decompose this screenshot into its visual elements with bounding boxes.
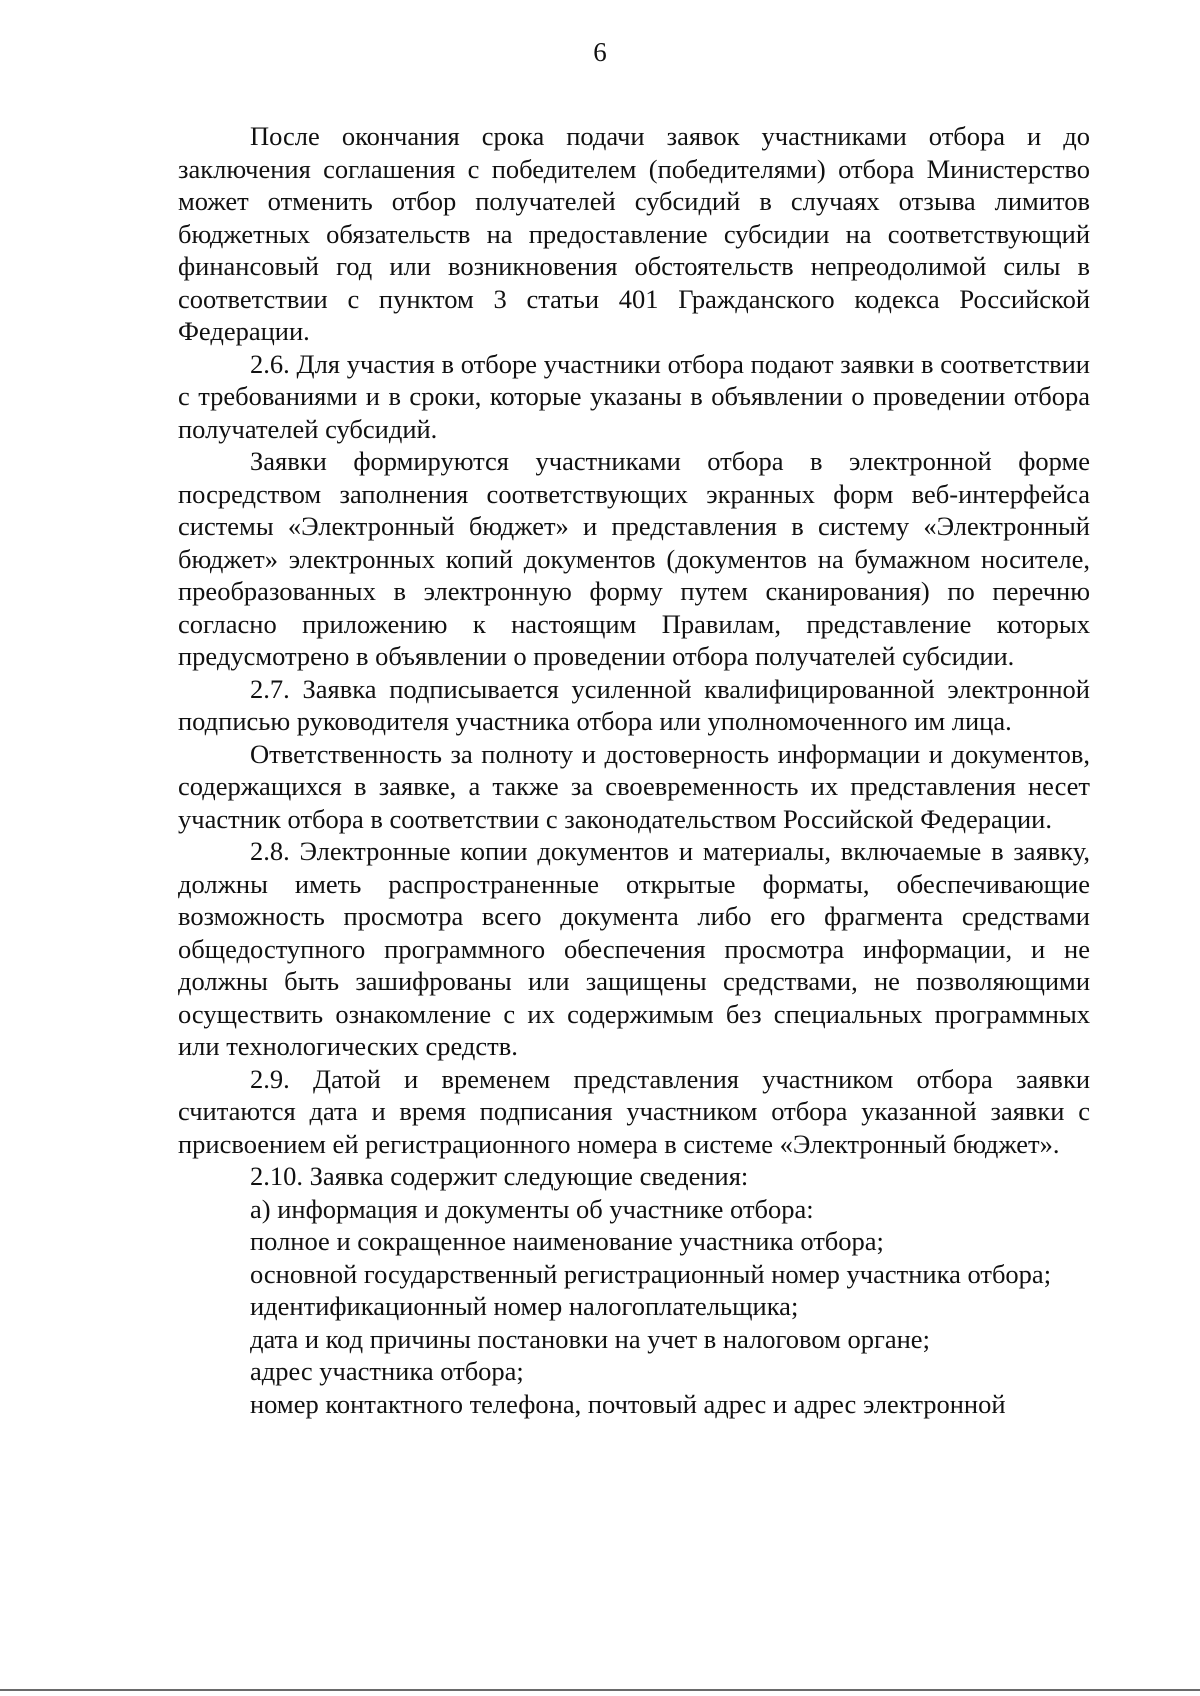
list-item-address: адрес участника отбора; bbox=[250, 1356, 524, 1386]
document-body bbox=[178, 120, 1090, 1420]
list-item-a: а) информация и документы об участнике отбора: bbox=[250, 1193, 814, 1224]
paragraph-2-10: 2.10. Заявка содержит следующие сведения: bbox=[250, 1161, 749, 1191]
list-item-name: полное и сокращенное наименование участника отбора; bbox=[250, 1226, 884, 1256]
paragraph-2-7: 2.7. Заявка подписывается усиленной квалифицированной электронной подписью руководителя участника отбора или уполномоченного им лица. bbox=[178, 673, 1090, 736]
scan-edge-line bbox=[0, 1689, 1200, 1691]
list-item-contacts: номер контактного телефона, почтовый адрес и адрес электронной bbox=[250, 1388, 1006, 1419]
paragraph-applications-form: Заявки формируются участниками отбора в электронной форме посредством заполнения соответствующих экранных форм веб-интерфейса системы «Электронный бюджет» и представления в систему «Электронный бюджет» электронных копий документов (документов на бумажном носителе, преобразованных в электронную форму путем сканирования) по перечню согласно приложению к настоящим Правилам, представление которых предусмотрено в объявлении о проведении отбора получателей субсидии. bbox=[178, 446, 1090, 671]
paragraph-2-6: 2.6. Для участия в отборе участники отбора подают заявки в соответствии с требованиями и в сроки, которые указаны в объявлении о проведении отбора получателей субсидий. bbox=[178, 348, 1090, 444]
paragraph-cancellation: После окончания срока подачи заявок участниками отбора и до заключения соглашения с победителем (победителями) отбора Министерство может отменить отбор получателей субсидий в случаях отзыва лимитов бюджетных обязательств на предоставление субсидии на соответствующий финансовый год или возникновения обстоятельств непреодолимой силы в соответствии с пунктом 3 статьи 401 Гражданского кодекса Российской Федерации. bbox=[178, 121, 1090, 346]
list-item-ogrn: основной государственный регистрационный номер участника отбора; bbox=[250, 1258, 1052, 1289]
list-item-kpp: дата и код причины постановки на учет в налоговом органе; bbox=[250, 1323, 930, 1354]
paragraph-2-9: 2.9. Датой и временем представления участником отбора заявки считаются дата и время подписания участником отбора указанной заявки с присвоением ей регистрационного номера в системе «Электронный бюджет». bbox=[178, 1063, 1090, 1159]
paragraph-responsibility: Ответственность за полноту и достоверность информации и документов, содержащихся в заявке, а также за своевременность их представления несет участник отбора в соответствии с законодательством Российской Федерации. bbox=[178, 738, 1090, 834]
list-item-inn: идентификационный номер налогоплательщика; bbox=[250, 1291, 799, 1321]
paragraph-2-8: 2.8. Электронные копии документов и материалы, включаемые в заявку, должны иметь распространенные открытые форматы, обеспечивающие возможность просмотра всего документа либо его фрагмента средствами общедоступного программного обеспечения просмотра информации, и не должны быть зашифрованы или защищены средствами, не позволяющими осуществить ознакомление с их содержимым без специальных программных или технологических средств. bbox=[178, 836, 1090, 1061]
page-number: 6 bbox=[593, 37, 607, 67]
